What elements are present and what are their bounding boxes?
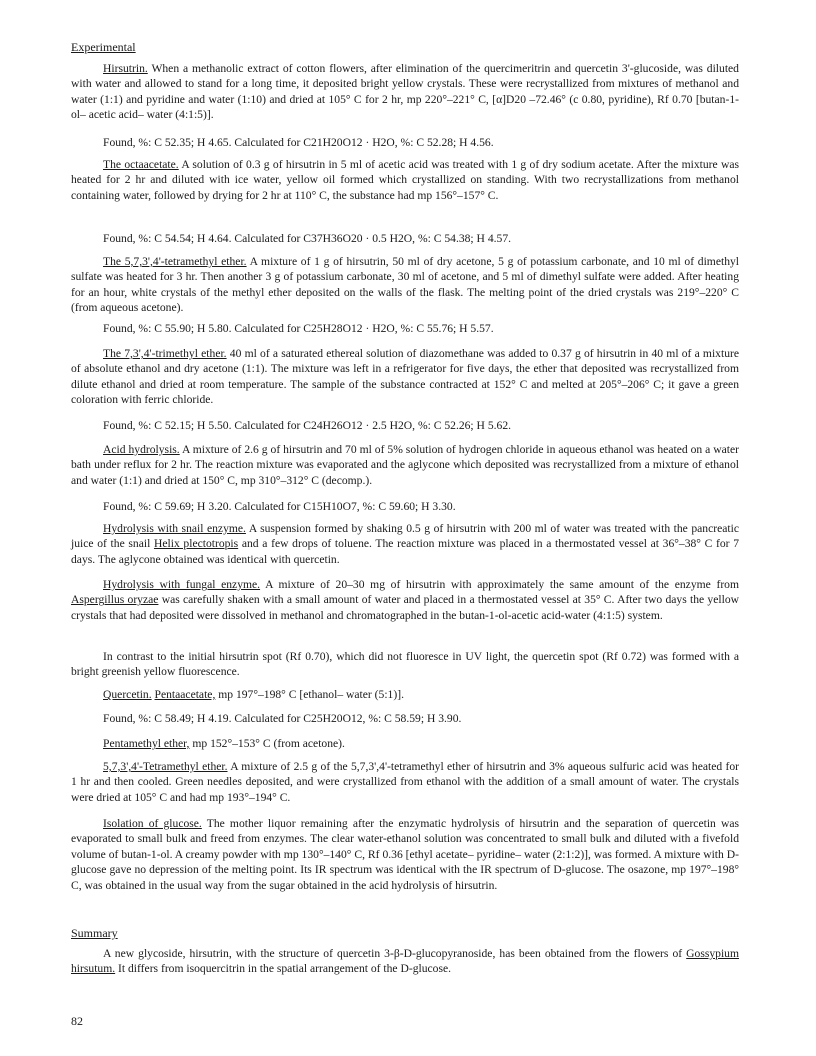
hirsutrin-found: Found, %: C 52.35; H 4.65. Calculated for C21H20O12 · H2O, %: C 52.28; H 4.56. [103,136,494,149]
hirsutrin-body: When a methanolic extract of cotton flowers, after elimination of the quercimeritrin and quercetin 3'-glucoside, was diluted with water and allowed to stand for a long time, it deposited bright yellow crystals. These were recrystallized from mixtures of methanol and water (1:1) and pyridine and water (1:10) and dried at 105° C for 2 hr, mp 220°–221° C, [α]D20 –72.46° (c 0.80, pyridine), Rf 0.70 [butan-1-ol– acetic acid– water (4:1:5)]. [71,62,739,122]
trimethyl-found: Found, %: C 52.15; H 5.50. Calculated for C24H26O12 · 2.5 H2O, %: C 52.26; H 5.62. [103,419,512,432]
quercetin-line [103,687,404,702]
fungal-enzyme-title: Hydrolysis with fungal enzyme. [103,578,261,591]
glucose-paragraph [71,816,739,893]
tetramethyl-body: A mixture of 1 g of hirsutrin, 50 ml of dry acetone, 5 g of potassium carbonate, and 10 ml of dimethyl sulfate was heated for 3 hr. Then another 3 g of potassium carbonate, 30 ml of acetone, and 5 ml of dimethyl sulfate were added. After heating for an hour, white crystals of the methyl ether deposited on the walls of the flask. The melting point of the dried crystals was 219°–220° C (from aqueous acetone). [71,255,740,315]
octaacetate-body: A solution of 0.3 g of hirsutrin in 5 ml of acetic acid was treated with 1 g of dry sodium acetate. After the mixture was heated for 2 hr and diluted with ice water, yellow oil formed which crystallized on standing. With two recrystallizations from methanol containing water, followed by drying for 2 hr at 110° C, the substance had mp 156°–157° C. [71,158,739,202]
trimethyl-title: The 7,3',4'-trimethyl ether. [103,347,227,360]
snail-enzyme-title: Hydrolysis with snail enzyme. [103,522,246,535]
glucose-body: The mother liquor remaining after the enzymatic hydrolysis of hirsutrin and the separation of quercetin was evaporated to small bulk and freed from enzymes. The clear water-ethanol solution was concentrated to small bulk and diluted with a fivefold volume of butan-1-ol. A creamy powder with mp 130°–140° C, Rf 0.36 [ethyl acetate– pyridine– water (2:1:2)], was formed. A mixture with D-glucose gave no depression of the melting point. Its IR spectrum was identical with the IR spectrum of D-glucose. The osazone, mp 197°–198° C, was obtained in the usual way from the sugar obtained in the acid hydrolysis of hirsutrin. [71,817,740,892]
tetramethyl-hydrolysis-body: A mixture of 2.5 g of the 5,7,3',4'-tetramethyl ether of hirsutrin and 3% aqueous sulfuric acid was heated for 1 hr and then cooled. Green needles deposited, and were crystallized from ethanol with the addition of a small amount of water. The crystals were dried at 105° C and had mp 193°–194° C. [71,760,739,804]
acid-hydrolysis-body: A mixture of 2.6 g of hirsutrin and 70 ml of 5% solution of hydrogen chloride in aqueous ethanol was heated on a water bath under reflux for 2 hr. The reaction mixture was evaporated and the aglycone which deposited was recrystallized from a mixture of ethanol and water (1:1) and dried at 150° C, mp 310°–312° C (decomp.). [71,443,739,487]
fungal-enzyme-body-start: A mixture of 20–30 mg of hirsutrin with approximately the same amount of the enzyme from [265,578,739,591]
summary-body-start: A new glycoside, hirsutrin, with the structure of quercetin 3-β-D-glucopyranoside, has been obtained from the flowers of [103,947,683,960]
octaacetate-title: The octaacetate. [103,158,179,171]
pentamethyl-body: mp 152°–153° C (from acetone). [192,737,345,750]
pentaacetate-found: Found, %: C 58.49; H 4.19. Calculated for C25H20O12, %: C 58.59; H 3.90. [103,712,462,725]
quercetin-title: Quercetin. [103,688,152,701]
experimental-heading: Experimental [71,40,136,54]
fungal-species-name: Aspergillus oryzae [71,593,159,607]
fluorescence-body: In contrast to the initial hirsutrin spot (Rf 0.70), which did not fluoresce in UV light, the quercetin spot (Rf 0.72) was formed with a bright greenish yellow fluorescence. [71,650,739,679]
snail-enzyme-body-start: A suspension formed by shaking 0.5 g of hirsutrin with 200 ml of water was treated with the pancreatic juice of the snail [71,522,739,551]
acid-hydrolysis-paragraph [71,442,739,488]
summary-body-end: It differs from isoquercitrin in the spatial arrangement of the D-glucose. [118,962,452,976]
tetramethyl-hydrolysis-paragraph [71,759,739,805]
tetramethyl-title: The 5,7,3',4'-tetramethyl ether. [103,255,247,268]
snail-enzyme-body-end: and a few drops of toluene. The reaction mixture was placed in a thermostated vessel at 36°–38° C for 7 days. The aglycone obtained was identical with quercetin. [71,537,740,566]
summary-species-name: Gossypium hirsutum. [71,947,739,976]
acid-hydrolysis-title: Acid hydrolysis. [103,443,180,456]
pentamethyl-line [103,736,345,751]
snail-species-name: Helix plectotropis [153,537,239,551]
acid-hydrolysis-found: Found, %: C 59.69; H 3.20. Calculated for C15H10O7, %: C 59.60; H 3.30. [103,500,456,513]
snail-enzyme-paragraph [71,521,739,567]
glucose-title: Isolation of glucose. [103,817,202,830]
trimethyl-paragraph [71,346,739,408]
hirsutrin-paragraph [71,61,739,123]
fluorescence-paragraph [71,649,739,680]
octaacetate-paragraph [71,157,739,203]
pentamethyl-title: Pentamethyl ether, [103,737,190,750]
hirsutrin-title: Hirsutrin. [103,62,148,75]
summary-paragraph [71,946,739,977]
trimethyl-body: 40 ml of a saturated ethereal solution of diazomethane was added to 0.37 g of hirsutrin in 40 ml of a mixture of absolute ethanol and dry acetone (1:1). The mixture was left in a refrigerator for five days, the ether that deposited was recrystallized from dilute ethanol and dried at room temperature. The sample of the substance contracted at 152° C and melted at 205°–206° C; it gave a green coloration with ferric chloride. [71,347,739,407]
fungal-enzyme-paragraph [71,577,739,623]
fungal-enzyme-body-end: was carefully shaken with a small amount of water and placed in a thermostated vessel at 35° C. After two days the yellow crystals that had deposited were dissolved in methanol and chromatographed in the butan-1-ol-acetic acid-water (4:1:5) system. [71,593,739,622]
tetramethyl-hydrolysis-title: 5,7,3',4'-Tetramethyl ether. [103,760,228,773]
tetramethyl-found: Found, %: C 55.90; H 5.80. Calculated for C25H28O12 · H2O, %: C 55.76; H 5.57. [103,322,494,335]
page-number: 82 [71,1014,83,1028]
pentaacetate-body: mp 197°–198° C [ethanol– water (5:1)]. [218,688,404,701]
pentaacetate-title: Pentaacetate, [154,688,216,701]
tetramethyl-paragraph [71,254,739,316]
octaacetate-found: Found, %: C 54.54; H 4.64. Calculated for C37H36O20 · 0.5 H2O, %: C 54.38; H 4.57. [103,232,512,245]
summary-heading: Summary [71,926,118,940]
